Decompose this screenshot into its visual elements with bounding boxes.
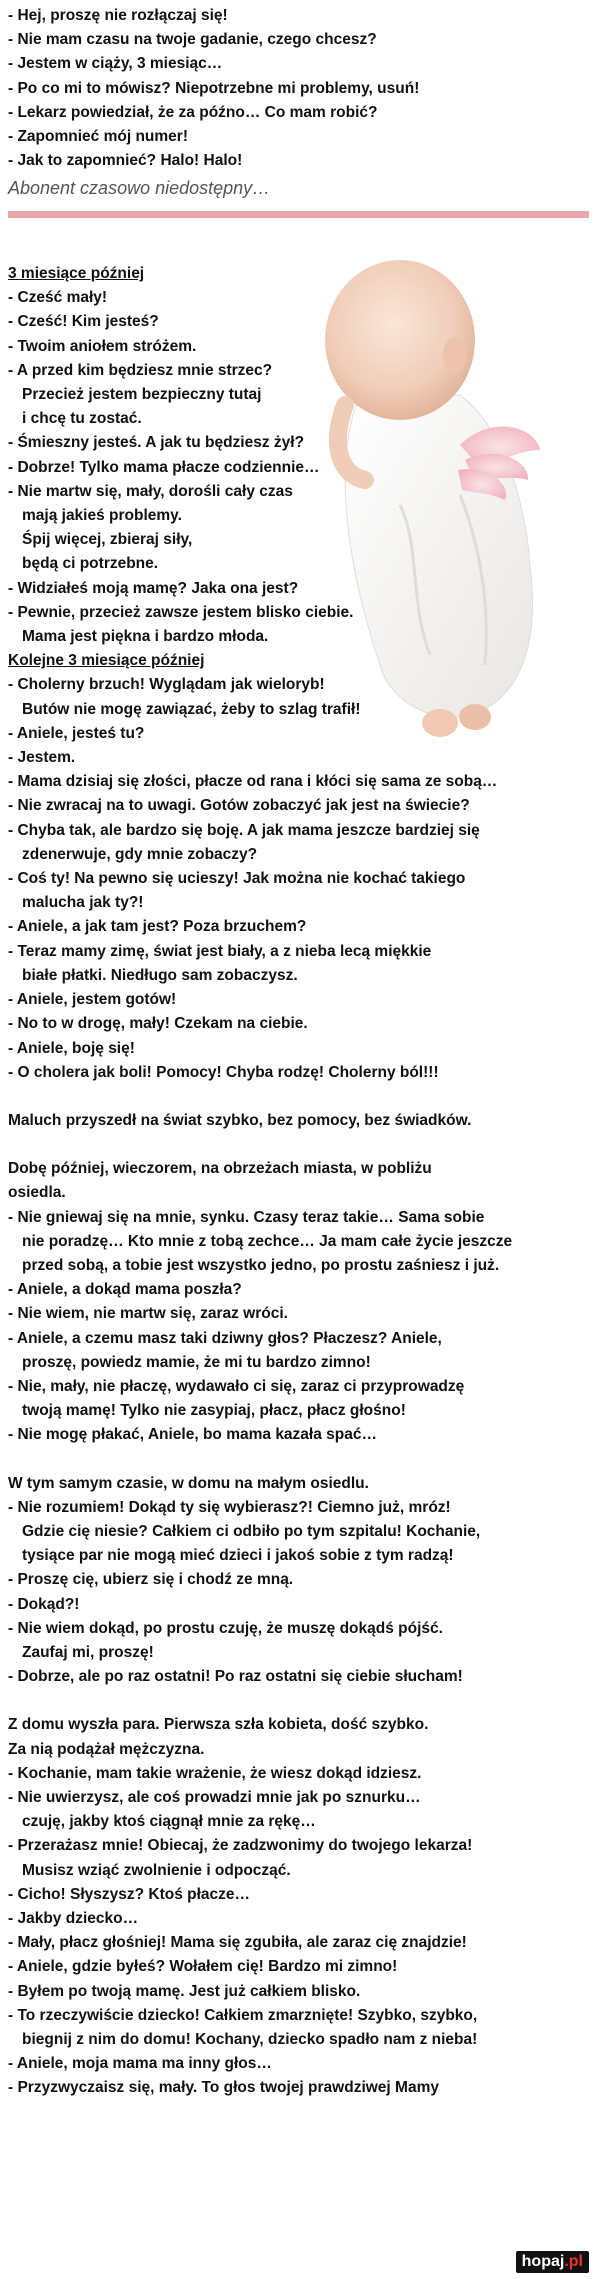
dialogue-line: - Po co mi to mówisz? Niepotrzebne mi problemy, usuń! bbox=[8, 79, 420, 97]
story-line: Przecież jestem bezpieczny tutaj bbox=[22, 386, 262, 404]
story-line: - Proszę cię, ubierz się i chodź ze mną. bbox=[8, 1571, 294, 1589]
story-line: tysiące par nie mogą mieć dzieci i jakoś sobie z tym radzą! bbox=[22, 1547, 454, 1565]
dialogue-line: - Lekarz powiedział, że za późno… Co mam robić? bbox=[8, 103, 378, 121]
story-line: Z domu wyszła para. Pierwsza szła kobieta, dość szybko. bbox=[8, 1716, 429, 1734]
story-line: - Aniele, a czemu masz taki dziwny głos? Płaczesz? Aniele, bbox=[8, 1329, 442, 1347]
story-line: - Aniele, jesteś tu? bbox=[8, 724, 145, 742]
story-line: - Nie martw się, mały, dorośli cały czas bbox=[8, 482, 293, 500]
story-line: - Dobrze, ale po raz ostatni! Po raz ostatni się ciebie słucham! bbox=[8, 1668, 463, 1686]
story-line: - Nie gniewaj się na mnie, synku. Czasy teraz takie… Sama sobie bbox=[8, 1208, 485, 1226]
story-line: - Jakby dziecko… bbox=[8, 1910, 139, 1927]
dialogue-line: - Nie mam czasu na twoje gadanie, czego chcesz? bbox=[8, 31, 377, 49]
story-line: - Dokąd?! bbox=[8, 1595, 80, 1613]
story-line: Butów nie mogę zawiązać, żeby to szlag trafił! bbox=[22, 700, 361, 718]
story-line: - Nie wiem dokąd, po prostu czuję, że muszę dokądś pójść. bbox=[8, 1619, 443, 1637]
story-line: i chcę tu zostać. bbox=[22, 410, 142, 428]
story-line: - Twoim aniołem stróżem. bbox=[8, 337, 197, 355]
story-line: - Widziałeś moją mamę? Jaka ona jest? bbox=[8, 579, 299, 597]
story-line: - Aniele, moja mama ma inny głos… bbox=[8, 2055, 272, 2073]
story-line: mają jakieś problemy. bbox=[22, 507, 182, 525]
story-line: Za nią podążał mężczyzna. bbox=[8, 1740, 205, 1758]
story-line: Dobę później, wieczorem, na obrzeżach miasta, w pobliżu bbox=[8, 1160, 432, 1178]
story-line: - Cześć! Kim jesteś? bbox=[8, 313, 159, 331]
story-line: - Aniele, jestem gotów! bbox=[8, 991, 177, 1009]
story-line: - No to w drogę, mały! Czekam na ciebie. bbox=[8, 1015, 308, 1033]
story-line: - Dobrze! Tylko mama płacze codziennie… bbox=[8, 458, 320, 476]
story-line: - Aniele, boję się! bbox=[8, 1039, 135, 1057]
dialogue-line: - Zapomnieć mój numer! bbox=[8, 128, 188, 146]
story-line: Musisz wziąć zwolnienie i odpocząć. bbox=[22, 1861, 291, 1879]
dialogue-line: - Jestem w ciąży, 3 miesiąc… bbox=[8, 55, 223, 73]
story-line: - Nie zwracaj na to uwagi. Gotów zobaczyć jak jest na świecie? bbox=[8, 797, 470, 815]
section-heading: 3 miesiące później bbox=[8, 265, 145, 282]
pink-divider bbox=[8, 211, 589, 218]
story-line: - Nie uwierzysz, ale coś prowadzi mnie jak po sznurku… bbox=[8, 1788, 421, 1806]
dialogue-line: - Jak to zapomnieć? Halo! Halo! bbox=[8, 152, 243, 170]
story-line: - Kochanie, mam takie wrażenie, że wiesz dokąd idziesz. bbox=[8, 1764, 422, 1782]
story-line: - Jestem. bbox=[8, 749, 76, 767]
section-heading: Kolejne 3 miesiące później bbox=[8, 652, 205, 670]
story-line: - Mały, płacz głośniej! Mama się zgubiła, ale zaraz cię znajdzie! bbox=[8, 1934, 467, 1952]
story-line: Maluch przyszedł na świat szybko, bez pomocy, bez świadków. bbox=[8, 1111, 472, 1129]
hopaj-logo[interactable]: hopaj.pl bbox=[516, 2251, 589, 2273]
story-line: - Coś ty! Na pewno się ucieszy! Jak można nie kochać takiego bbox=[8, 870, 466, 888]
story-line: - Byłem po twoją mamę. Jest już całkiem blisko. bbox=[8, 1982, 361, 2000]
story-line: - Teraz mamy zimę, świat jest biały, a z nieba lecą miękkie bbox=[8, 942, 432, 960]
story-line: biegnij z nim do domu! Kochany, dziecko spadło nam z nieba! bbox=[22, 2031, 478, 2049]
story-line: Śpij więcej, zbieraj siły, bbox=[22, 531, 193, 549]
story-line: - Aniele, gdzie byłeś? Wołałem cię! Bardzo mi zimno! bbox=[8, 1958, 398, 1976]
story-line: - Aniele, a jak tam jest? Poza brzuchem? bbox=[8, 918, 307, 936]
story-line: - Cześć mały! bbox=[8, 289, 108, 307]
intro-section bbox=[0, 4, 597, 228]
story-line: - Nie, mały, nie płaczę, wydawało ci się, zaraz ci przyprowadzę bbox=[8, 1377, 465, 1395]
story-line: - To rzeczywiście dziecko! Całkiem zmarznięte! Szybko, szybko, bbox=[8, 2006, 478, 2024]
story-line: będą ci potrzebne. bbox=[22, 555, 159, 573]
story-line: - A przed kim będziesz mnie strzec? bbox=[8, 361, 273, 379]
dialogue-line: - Hej, proszę nie rozłączaj się! bbox=[8, 7, 228, 24]
story-line: czuję, jakby ktoś ciągnął mnie za rękę… bbox=[22, 1813, 316, 1831]
paragraph-spacer bbox=[0, 1085, 597, 1109]
story-line: malucha jak ty?! bbox=[22, 894, 144, 912]
story-line: Mama jest piękna i bardzo młoda. bbox=[22, 628, 269, 646]
story-line: - Chyba tak, ale bardzo się boję. A jak mama jeszcze bardziej się bbox=[8, 821, 480, 839]
story-line: nie poradzę… Kto mnie z tobą zechce… Ja mam całe życie jeszcze bbox=[22, 1232, 513, 1250]
story-line: - Cholerny brzuch! Wyglądam jak wieloryb! bbox=[8, 676, 325, 694]
story-line: twoją mamę! Tylko nie zasypiaj, płacz, płacz głośno! bbox=[22, 1402, 406, 1420]
story-line: białe płatki. Niedługo sam zobaczysz. bbox=[22, 966, 298, 984]
story-line: - Śmieszny jesteś. A jak tu będziesz żył? bbox=[8, 434, 305, 452]
story-line: Zaufaj mi, proszę! bbox=[22, 1643, 154, 1661]
intro-dialogue bbox=[0, 4, 597, 173]
story-line: osiedla. bbox=[8, 1184, 66, 1202]
story-line: Gdzie cię niesie? Całkiem ci odbiło po tym szpitalu! Kochanie, bbox=[22, 1522, 481, 1540]
paragraph-spacer bbox=[0, 1448, 597, 1472]
story-line: zdenerwuje, gdy mnie zobaczy? bbox=[22, 845, 258, 863]
paragraph-spacer bbox=[0, 1133, 597, 1157]
story-line: proszę, powiedz mamie, że mi tu bardzo zimno! bbox=[22, 1353, 371, 1371]
story-section bbox=[0, 262, 597, 2101]
paragraph-spacer bbox=[0, 1689, 597, 1713]
story-line: - Nie wiem, nie martw się, zaraz wróci. bbox=[8, 1305, 288, 1323]
story-line: - O cholera jak boli! Pomocy! Chyba rodzę! Cholerny ból!!! bbox=[8, 1063, 439, 1081]
story-line: W tym samym czasie, w domu na małym osiedlu. bbox=[8, 1474, 369, 1492]
story-text bbox=[0, 262, 597, 2101]
story-line: przed sobą, a tobie jest wszystko jedno, po prostu zaśniesz i już. bbox=[22, 1256, 500, 1274]
story-line: - Nie mogę płakać, Aniele, bo mama kazała spać… bbox=[8, 1426, 377, 1444]
story-line: - Aniele, a dokąd mama poszła? bbox=[8, 1281, 242, 1299]
abonent-message: Abonent czasowo niedostępny… bbox=[8, 178, 271, 199]
story-line: - Cicho! Słyszysz? Ktoś płacze… bbox=[8, 1885, 251, 1903]
story-line: - Przyzwyczaisz się, mały. To głos twojej prawdziwej Mamy bbox=[8, 2079, 439, 2097]
story-line: - Nie rozumiem! Dokąd ty się wybierasz?! Ciemno już, mróz! bbox=[8, 1498, 451, 1516]
story-line: - Mama dzisiaj się złości, płacze od rana i kłóci się sama ze sobą… bbox=[8, 773, 498, 791]
story-line: - Pewnie, przecież zawsze jestem blisko ciebie. bbox=[8, 603, 354, 621]
story-line: - Przerażasz mnie! Obiecaj, że zadzwonimy do twojego lekarza! bbox=[8, 1837, 473, 1855]
